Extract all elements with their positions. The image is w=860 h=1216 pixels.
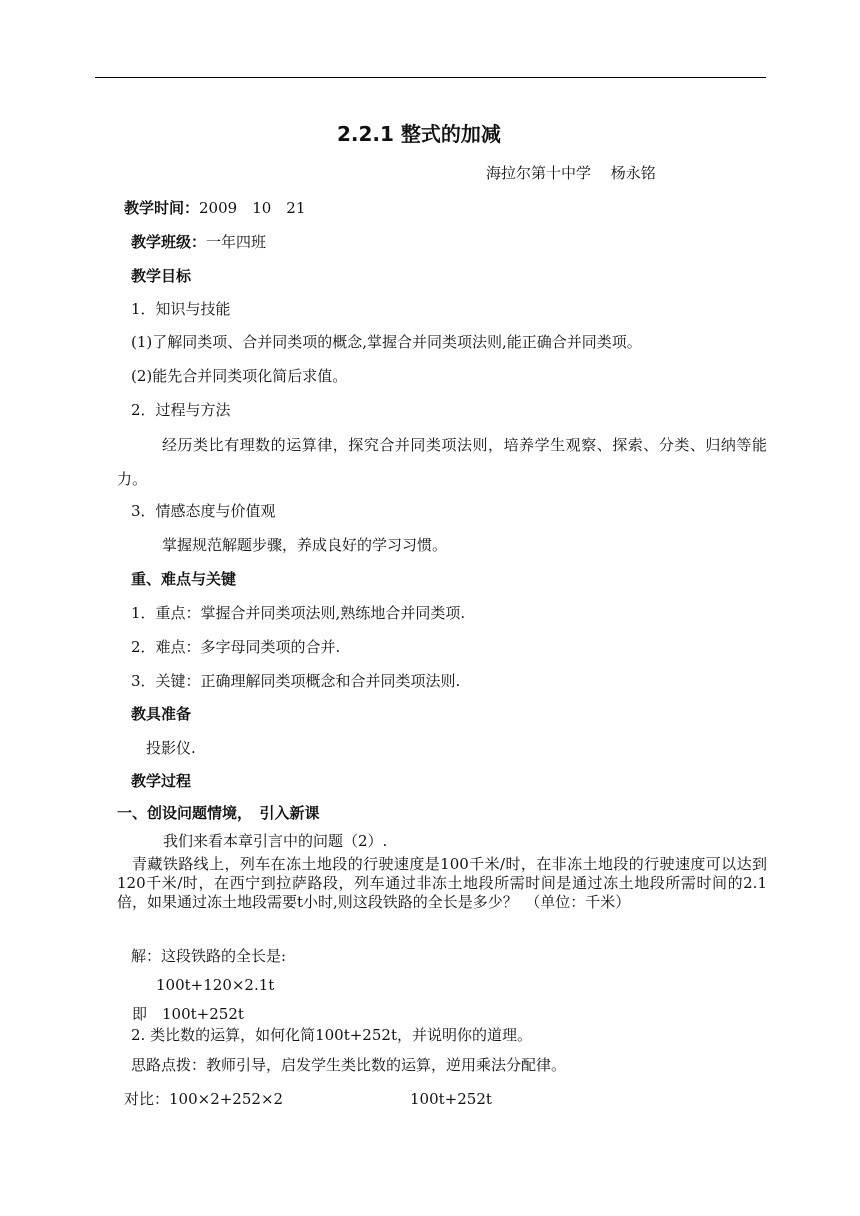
compare-right: 100t+252t: [410, 1090, 492, 1108]
teaching-time-label: 教学时间：: [124, 199, 200, 217]
expression-1: 100t+120×2.1t: [156, 976, 275, 994]
document-title: 2.2.1 整式的加减: [337, 122, 501, 146]
teaching-class: [131, 232, 266, 252]
teaching-time-value: 2009 10 21: [199, 199, 306, 217]
goal-3-text: 掌握规范解题步骤，养成良好的学习习惯。: [162, 536, 448, 554]
goal-2-text: 经历类比有理数的运算律，探究合并同类项法则，培养学生观察、探索、分类、归纳等能力。: [117, 436, 767, 488]
hint-text: 思路点拨：教师引导，启发学生类比数的运算，逆用乘法分配律。: [131, 1056, 567, 1074]
header-rule: [95, 77, 766, 78]
author-line: 海拉尔第十中学 杨永铭: [486, 164, 656, 182]
problem-text: 青藏铁路线上，列车在冻土地段的行驶速度是100千米/时，在非冻土地段的行驶速度可以达到120千米/时，在西宁到拉萨路段，列车通过非冻土地段所需时间是通过冻土地段所需时间的2.1倍，如果通过冻土地段需要t小时,则这段铁路的全长是多少？ （单位：千米）: [117, 855, 767, 911]
key-point-1: 1．重点：掌握合并同类项法则,熟练地合并同类项.: [131, 604, 466, 622]
goal-1: 1．知识与技能: [131, 300, 231, 318]
section-1-heading: 一、创设问题情境， 引入新课: [117, 804, 320, 822]
teaching-class-value: 一年四班: [206, 233, 267, 251]
key-point-2: 2．难点：多字母同类项的合并.: [131, 638, 341, 656]
keys-heading: 重、难点与关键: [131, 570, 237, 588]
tools-heading: 教具准备: [131, 705, 192, 723]
goal-3: 3．情感态度与价值观: [131, 502, 276, 520]
goal-1b: (2)能先合并同类项化简后求值。: [131, 367, 348, 385]
expression-2: 即 100t+252t: [132, 1005, 244, 1023]
teaching-class-label: 教学班级：: [131, 233, 207, 251]
intro-text: 我们来看本章引言中的问题（2）.: [163, 832, 388, 850]
compare-left: 对比：100×2+252×2: [124, 1090, 284, 1108]
tools-text: 投影仪.: [146, 739, 196, 757]
teaching-time: [124, 198, 305, 218]
goal-1a: (1)了解同类项、合并同类项的概念,掌握合并同类项法则,能正确合并同类项。: [131, 333, 642, 351]
process-heading: 教学过程: [131, 772, 192, 790]
solution-label: 解：这段铁路的全长是:: [131, 947, 287, 965]
goals-heading: 教学目标: [131, 267, 192, 285]
question-2: 2. 类比数的运算，如何化简100t+252t，并说明你的道理。: [131, 1026, 532, 1044]
goal-2: 2．过程与方法: [131, 401, 231, 419]
key-point-3: 3．关键：正确理解同类项概念和合并同类项法则.: [131, 672, 461, 690]
